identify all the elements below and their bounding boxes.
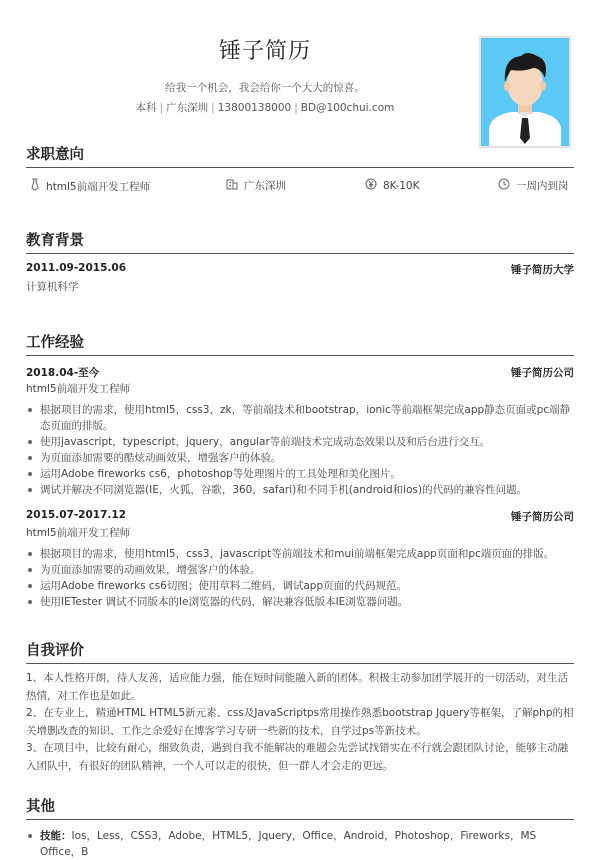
section-title-intent: 求职意向 — [26, 147, 84, 163]
job-period: 2018.04-至今 — [26, 367, 100, 379]
list-item — [26, 828, 574, 860]
section-divider — [26, 253, 574, 254]
intent-availability: 一周内到岗 — [498, 178, 569, 193]
clock-icon — [498, 178, 516, 193]
major: 计算机科学 — [26, 281, 79, 293]
section-divider — [26, 355, 574, 356]
section-title-other: 其他 — [26, 799, 55, 815]
section-divider — [26, 663, 574, 664]
section-title-work: 工作经验 — [26, 335, 84, 351]
job-duties — [26, 402, 574, 498]
building-icon — [226, 178, 244, 193]
avatar-photo — [479, 36, 571, 148]
intent-position: html5前端开发工程师 — [30, 178, 150, 194]
self-eval-paragraph: 3、在项目中，比较有耐心，细致负责，遇到自我不能解决的难题会先尝试找错实在不行就会跟团队讨论，能够主动融入团队中，有很好的团队精神，一个人可以走的很快，但一群人才会走的更远。 — [26, 742, 569, 772]
list-item: 根据项目的需求，使用html5，css3，zk，等前端技术和bootstrap，ionic等前端框架完成app静态页面或pc端静态页面的排版。 — [26, 402, 574, 434]
tie-icon — [30, 178, 46, 194]
list-item: 使用IETester 调试不同版本的Ie浏览器的代码，解决兼容低版本IE浏览器问题。 — [26, 594, 574, 610]
education-period: 2011.09-2015.06 — [26, 262, 127, 274]
skills-text: Ios，Less，CSS3，Adobe，HTML5，Jquery，Office，Android，Photoshop，Fireworks，MS Office，B — [40, 830, 537, 858]
list-item: 为页面添加需要的动画效果，增强客户的体验。 — [26, 562, 574, 578]
intent-row — [26, 178, 574, 194]
list-item: 使用javascript，typescript，jquery，angular等前端技术完成动态效果以及和后台进行交互。 — [26, 434, 574, 450]
job-header — [26, 509, 574, 521]
list-item: 根据项目的需求，使用html5，css3，javascript等前端技术和mui前端框架完成app页面和pc端页面的排版。 — [26, 546, 574, 562]
section-title-self-eval: 自我评价 — [26, 643, 84, 659]
intent-salary: 8K-10K — [365, 178, 420, 193]
company-name: 锤子简历公司 — [511, 511, 574, 523]
section-title-education: 教育背景 — [26, 233, 84, 249]
other-list — [26, 828, 574, 858]
tagline: 给我一个机会，我会给你一个大大的惊喜。 — [165, 82, 365, 94]
yen-icon — [365, 178, 383, 193]
company-name: 锤子简历公司 — [511, 367, 574, 379]
list-item: 为页面添加需要的酷炫动画效果，增强客户的体验。 — [26, 450, 574, 466]
contact-line: 本科 | 广东深圳 | 13800138000 | BD@100chui.com — [135, 102, 395, 114]
intent-city: 广东深圳 — [226, 178, 286, 193]
candidate-name: 锤子简历 — [218, 39, 311, 64]
skills-label: 技能： — [40, 830, 72, 842]
job-header — [26, 365, 574, 380]
list-item: 运用Adobe fireworks cs6，photoshop等处理图片的工具处理和美化图片。 — [26, 466, 574, 482]
job-title: html5前端开发工程师 — [26, 527, 131, 539]
job-duties — [26, 546, 574, 610]
school-name: 锤子简历大学 — [511, 264, 574, 276]
list-item: 调试并解决不同浏览器(IE，火狐，谷歌，360，safari)和不同手机(android和ios)的代码的兼容性问题。 — [26, 482, 574, 498]
list-item: 运用Adobe fireworks cs6切图；使用草料二维码，调试app页面的代码规范。 — [26, 578, 574, 594]
self-eval-paragraph: 1、本人性格开朗，待人友善，适应能力强，能在短时间能融入新的团体。积极主动参加团学展开的一切活动，对生活热情，对工作也是如此。 — [26, 672, 569, 702]
degree: 本科 — [135, 102, 157, 114]
resume-header — [0, 0, 600, 150]
self-eval-paragraph: 2、在专业上，精通HTML HTML5新元素、css及JavaScriptps常用操作熟悉bootstrap Jquery等框架，了解php的相关增删改查的知识、工作之余爱好在博客学习专研一些新的技术，自学过ps等新技术。 — [26, 707, 574, 737]
job-title: html5前端开发工程师 — [26, 383, 131, 395]
email: BD@100chui.com — [300, 102, 395, 114]
education-entry — [26, 262, 574, 274]
self-eval-text — [26, 670, 574, 775]
section-divider — [26, 819, 574, 820]
location: 广东深圳 — [166, 102, 209, 114]
section-divider — [26, 167, 574, 168]
phone: 13800138000 — [217, 102, 292, 114]
job-period: 2015.07-2017.12 — [26, 509, 127, 521]
